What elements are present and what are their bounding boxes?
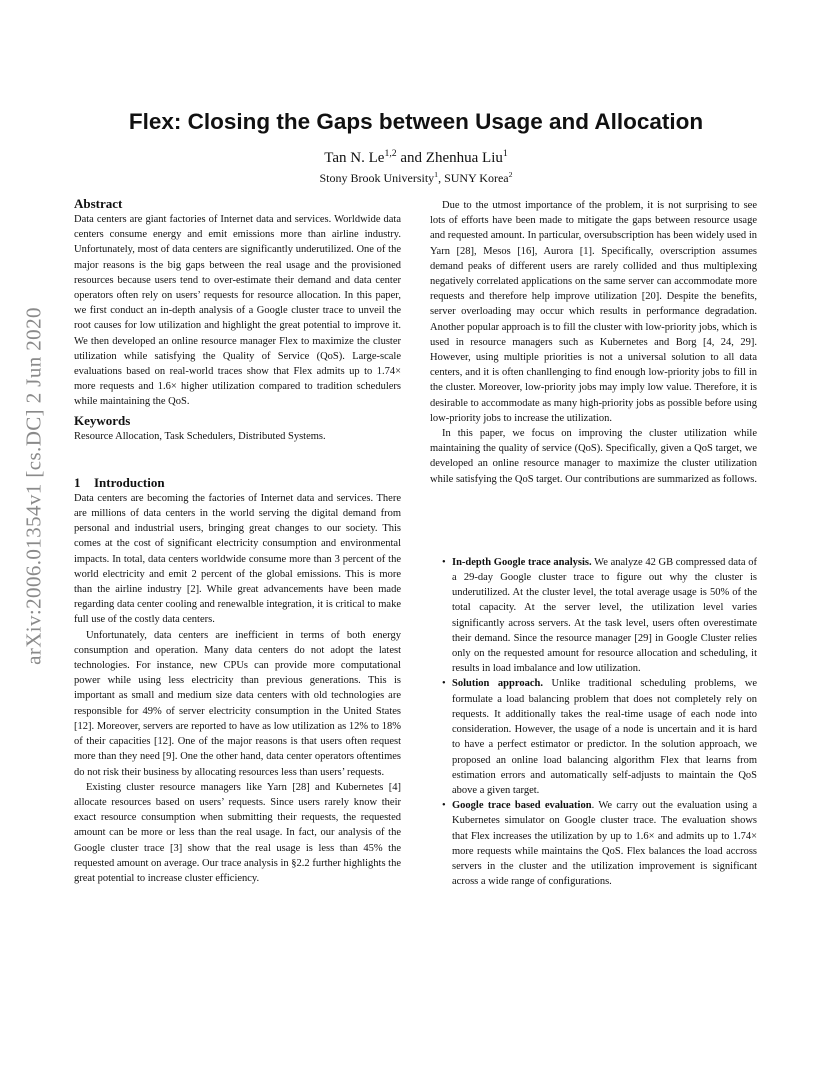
author-affiliation-mark: 1	[502, 148, 508, 159]
keywords-heading: Keywords	[74, 412, 131, 428]
affiliation: Stony Brook University	[319, 171, 435, 185]
contribution-title: Solution approach.	[452, 678, 543, 690]
affiliation: SUNY Korea	[444, 171, 509, 185]
introduction-heading	[74, 474, 401, 491]
author-line	[74, 150, 758, 167]
arxiv-sidebar-stamp	[20, 296, 48, 676]
contribution-title: Google trace based evaluation	[452, 800, 592, 812]
author-affiliation-mark: 1,2	[384, 148, 397, 159]
body-paragraph: Due to the utmost importance of the problem, it is not surprising to see lots of efforts have been made to mitigate the gaps between resource usage and requested amount. In particular, oversubscription has been widely used in Yarn [28], Mesos [16], Aurora [1]. Specifically, overscription assumes demand peaks of different users are rarely collided and thus multiplexing negatively correlated applications on the same server can accommodate more requests and therefore help improve utilization [20]. Despite the benefits, server overloading may occur which results in performance degradation. Another popular approach is to fill the cluster with low-priority jobs, which is used in resource managers such as Kubernetes and Borg [4, 24, 29]. However, using multiple priorities is not a universal solution to all data centers, and it is often chanllenging to find enough low-priority jobs to fill in the cluster. Moreover, low-priority jobs may imply low value. Therefore, it is desirable to accommodate as many high-priority jobs as possible before using low-priority jobs to increase the utilization.	[430, 200, 757, 424]
contribution-item	[430, 555, 757, 677]
body-paragraph: In this paper, we focus on improving the cluster utilization while maintaining the quality of service (QoS). Specifically, given a QoS target, we developed an online resource manager to maximize the cluster utilization while satisfying the QoS target. Our contributions are summarized as follows.	[430, 428, 757, 485]
affiliation-line	[74, 171, 758, 186]
author-conjunction: and	[396, 150, 426, 166]
contribution-item	[430, 798, 757, 889]
section-number: 1	[74, 474, 81, 490]
contribution-title: In-depth Google trace analysis.	[452, 556, 592, 568]
author-name: Zhenhua Liu	[425, 150, 503, 166]
contribution-text: We analyze 42 GB compressed data of a 29-day Google cluster trace to figure out why the cluster is underutilized. At the cluster level, the total average usage is 50% of the total capacity. At the server level, the utilization level varies significantly across servers. At the task level, users often overestimate their demand. Since the resource manager [29] in Google Cluster relies only on the requested amount for resource allocation and scheduling, it results in load imbalance and low utilization.	[452, 556, 757, 675]
bullet-icon: •	[442, 678, 446, 690]
abstract-heading: Abstract	[74, 196, 123, 211]
intro-paragraph: Unfortunately, data centers are inefficient in terms of both energy consumption and operation. Many data centers do not adopt the latest technologies. For instance, new CPUs can provide more computational power while using less electricity than previous generations. This is important as small and medium size data centers with old technologies are responsible for 49% of server electricity consumption in the United States [12]. Moreover, servers are reported to have as low utilization as 12% to 18% of their capacities [12]. One of the major reasons is that users often request more than they need [9]. One the other hand, data center operators oftentimes do not risk their business by allocating resources less than users’ requests.	[74, 629, 401, 778]
right-column	[430, 198, 757, 889]
bullet-icon: •	[442, 556, 446, 568]
intro-paragraph: Data centers are becoming the factories of Internet data and services. There are millions of data centers in the world serving the digital demand from personal and industrial users, bringing great changes to our society. This comes at the cost of significant electricity consumption and environmental impacts. In total, data centers worldwide consume more than 3 percent of the world electricity and emit 2 percent of the global emissions. This is more than the airline industry [2]. While great advancements have been made regarding data center cooling and renewalble integration, it is critical to make full use of the costly data centers.	[74, 492, 401, 626]
abstract-text: Data centers are giant factories of Internet data and services. Worldwide data centers consume energy and emit emissions more than airline industry. Unfortunately, most of data centers are significantly underutilized. One of the major reasons is the big gaps between the real usage and the provisioned resources because users tend to over-estimate their demand and data center operators often rely on users’ requests for resource allocation. In this paper, we first conduct an in-depth analysis of a Google cluster trace to unveil the root causes for low utilization and highlight the great potential to improve it. We then developed an online resource manager Flex to maximize the cluster utilization while satisfying the Quality of Service (QoS). Large-scale evaluations based on real-world traces show that Flex admits up to 1.74× more requests and 1.6× higher utilization compared to tradition schedulers while maintaining the QoS.	[74, 214, 401, 408]
section-title: Introduction	[94, 474, 165, 490]
contribution-item	[430, 676, 757, 798]
left-column	[74, 195, 401, 886]
paper-title: Flex: Closing the Gaps between Usage and Allocation	[128, 109, 704, 134]
bullet-icon: •	[442, 800, 446, 812]
contribution-text: . We carry out the evaluation using a Kubernetes simulator on Google cluster trace. The evaluation shows that Flex increases the utilization by up to 1.6× and admits up to 1.74× more requests while maintains the QoS. Flex balances the load accross servers in the cluster and the utilization improvement is significant across a wide range of configurations.	[452, 800, 757, 888]
affiliation-separator: ,	[438, 171, 445, 185]
intro-paragraph: Existing cluster resource managers like Yarn [28] and Kubernetes [4] allocate resources based on users’ requests. Since users rarely know their exact resource consumption when submitting their requests, the requested amount can be more or less than the real usage. In fact, our analysis of the Google cluster trace [3] show that the real usage is less than 45% the requested amount on average. Our trace analysis in §2.2 further highlights the great potential to increase cluster efficiency.	[74, 781, 401, 884]
arxiv-identifier: arXiv:2006.01354v1 [cs.DC] 2 Jun 2020	[21, 307, 46, 665]
affiliation-mark: 2	[508, 170, 513, 179]
contribution-text: Unlike traditional scheduling problems, we formulate a load balancing problem that does not completely rely on requests. It additionally takes the real-time usage of each node into consideration. However, the usage of a node is uncertain and it is hard to have a perfect estimator or predictor. In the solution approach, we proposed an online load balancing algorithm Flex that learns from estimation errors and automatically self-adjusts to maintain the QoS above a given target.	[452, 678, 757, 796]
affiliation-mark: 1	[434, 170, 439, 179]
keywords-text: Resource Allocation, Task Schedulers, Distributed Systems.	[74, 430, 326, 442]
contributions-list	[430, 555, 757, 889]
author-name: Tan N. Le	[324, 150, 385, 166]
